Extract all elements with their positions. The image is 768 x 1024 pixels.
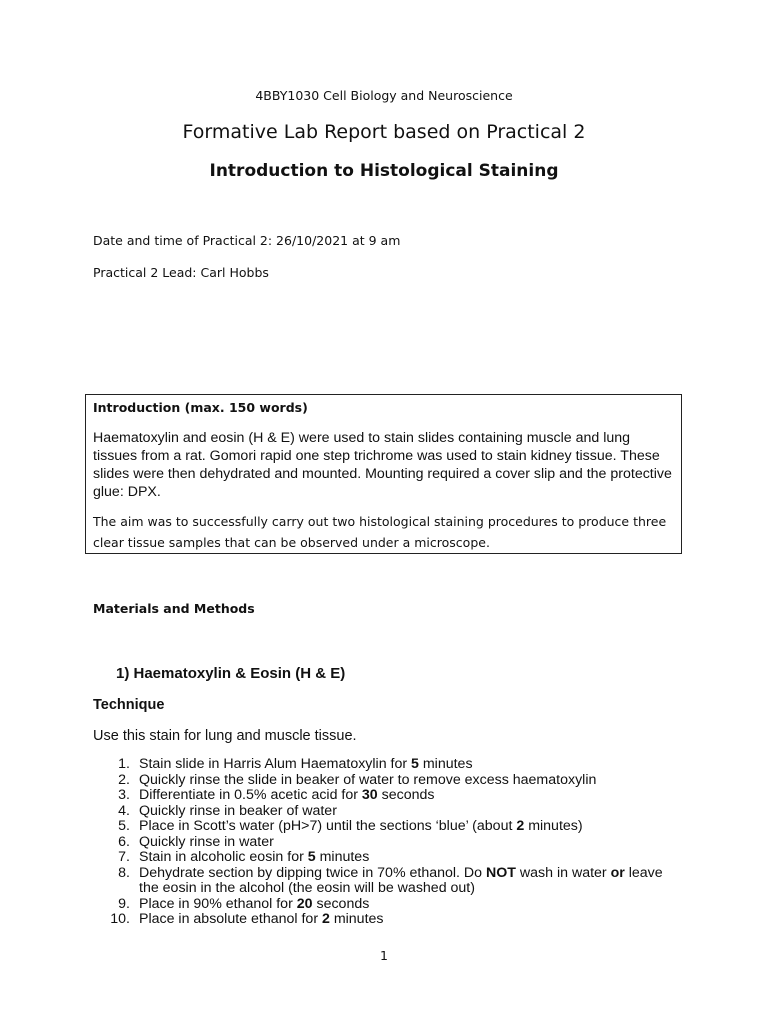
- report-subtitle: Introduction to Histological Staining: [209, 161, 559, 181]
- practical-lead-line: Practical 2 Lead: Carl Hobbs: [93, 265, 269, 280]
- stain-usage-text: Use this stain for lung and muscle tissue.: [93, 728, 357, 744]
- section-title-he: 1) Haematoxylin & Eosin (H & E): [116, 665, 346, 682]
- staining-steps-list: [100, 757, 680, 928]
- list-item: 8. Dehydrate section by dipping twice in 70% ethanol. Do NOT wash in water or leave the eosin in the alcohol (the eosin will be washed out): [118, 864, 663, 896]
- course-title: 4BBY1030 Cell Biology and Neuroscience: [255, 88, 513, 103]
- list-item: 3. Differentiate in 0.5% acetic acid for 30 seconds: [118, 787, 435, 803]
- materials-methods-heading: Materials and Methods: [93, 601, 255, 616]
- report-title: Formative Lab Report based on Practical 2: [182, 121, 586, 143]
- introduction-text: Haematoxylin and eosin (H & E) were used to stain slides containing muscle and lung tissues from a rat. Gomori rapid one step trichrome was used to stain kidney tissue. These slides were then dehydrated and mounted. Mounting required a cover slip and the protective glue: DPX.: [93, 430, 672, 500]
- list-item: 7. Stain in alcoholic eosin for 5 minutes: [118, 849, 370, 865]
- introduction-heading: Introduction (max. 150 words): [93, 400, 308, 415]
- list-item: 10. Place in absolute ethanol for 2 minutes: [110, 911, 384, 927]
- list-item: 9. Place in 90% ethanol for 20 seconds: [118, 895, 370, 912]
- introduction-aim: The aim was to successfully carry out two histological staining procedures to produce three clear tissue samples that can be observed under a microscope.: [93, 514, 667, 550]
- technique-heading: Technique: [93, 697, 165, 713]
- introduction-box: [85, 394, 682, 554]
- list-item: 1. Stain slide in Harris Alum Haematoxylin for 5 minutes: [118, 756, 473, 772]
- page-number: 1: [380, 948, 388, 963]
- list-item: 2. Quickly rinse the slide in beaker of water to remove excess haematoxylin: [118, 771, 597, 788]
- practical-date-line: Date and time of Practical 2: 26/10/2021 at 9 am: [93, 233, 401, 248]
- list-item: 5. Place in Scott’s water (pH>7) until the sections ‘blue’ (about 2 minutes): [118, 818, 583, 834]
- list-item: 6. Quickly rinse in water: [118, 833, 274, 850]
- list-item: 4. Quickly rinse in beaker of water: [118, 802, 337, 819]
